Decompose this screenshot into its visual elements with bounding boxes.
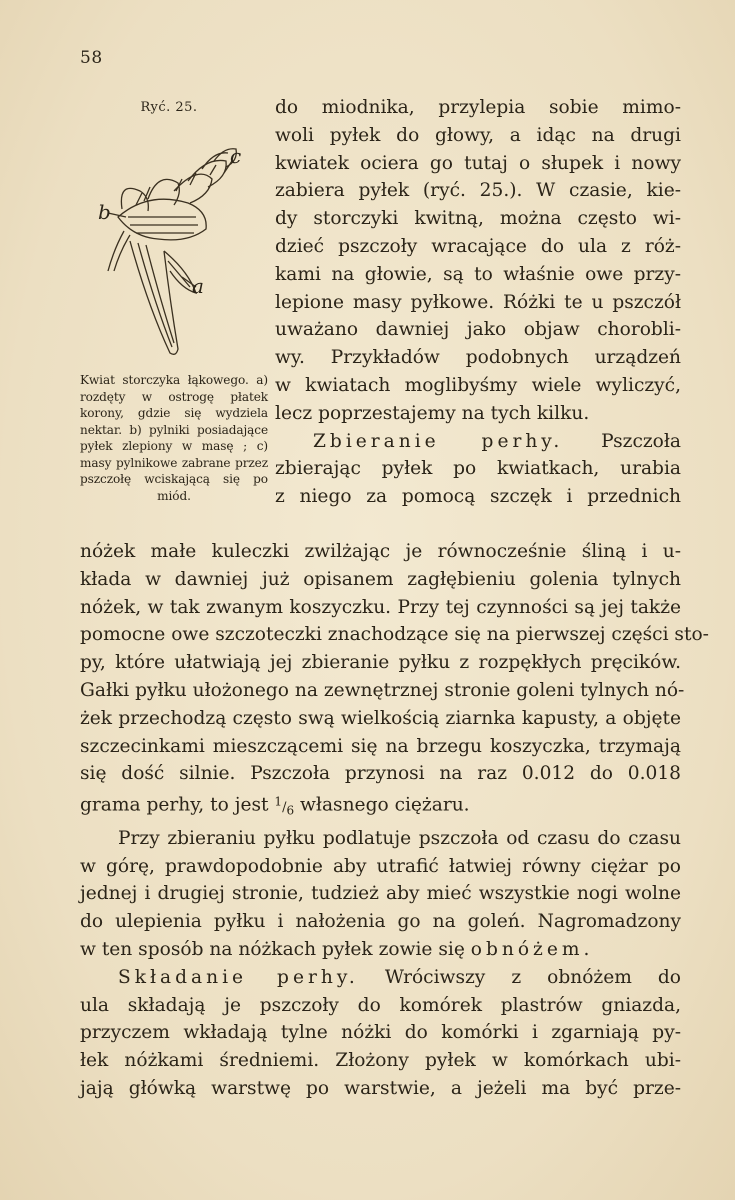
term-obnoze: obnóżem. xyxy=(470,939,594,961)
section-heading-zbieranie: Zbieranie perhy. xyxy=(313,430,564,452)
text-line: woli pyłek do głowy, a idąc na drugi xyxy=(275,124,681,146)
full-width-text xyxy=(80,538,709,1103)
text-line: przyczem wkładają tylne nóżki do komórki i zgarniają py- xyxy=(80,1022,681,1044)
text-line: łek nóżkami średniemi. Złożony pyłek w komórkach ubi- xyxy=(80,1050,681,1072)
text-line: py, które ułatwiają jej zbieranie pyłku z rozpękłych pręcików. xyxy=(80,652,681,674)
text-line: się dość silnie. Pszczoła przynosi na raz 0.012 do 0.018 xyxy=(80,763,681,785)
text-line: jają główką warstwę po warstwie, a jeżeli ma być prze- xyxy=(80,1078,681,1100)
section-heading-skladanie: Składanie perhy. xyxy=(118,966,359,988)
right-column-text xyxy=(275,94,681,511)
orchid-flower-illustration xyxy=(78,121,268,361)
fraction-numerator: 1 xyxy=(274,794,283,809)
text-fragment: Pszczoła xyxy=(601,430,681,452)
text-line: nóżek małe kuleczki zwilżając je równocześnie śliną i u- xyxy=(80,541,681,562)
text-line: lepione masy pyłkowe. Różki te u pszczół xyxy=(275,291,681,313)
text-line: w kwiatach moglibyśmy wiele wyliczyć, xyxy=(275,374,681,396)
fraction-one-sixth: $^1/_6$ xyxy=(274,794,295,818)
fraction-denominator: 6 xyxy=(286,803,295,818)
page-number: 58 xyxy=(80,48,103,68)
text-line: wy. Przykładów podobnych urządzeń xyxy=(275,347,681,369)
text-line: Przy zbieraniu pyłku podlatuje pszczoła od czasu do czasu xyxy=(118,827,681,849)
text-line: nóżek, w tak zwanym koszyczku. Przy tej czynności są jej także xyxy=(80,596,681,618)
figure-25 xyxy=(78,100,270,361)
figure-letter-a: a xyxy=(192,274,204,298)
figure-label: Ryć. 25. xyxy=(140,100,198,115)
text-line: kłada w dawniej już opisanem zagłębieniu golenia tylnych xyxy=(80,568,681,590)
text-line: do miodnika, przylepia sobie mimo- xyxy=(275,97,681,118)
figure-caption: Kwiat storczyka łąkowego. a) rozdęty w ostrogę płatek korony, gdzie się wydziela nektar. b) pylniki posiadające pyłek zlepiony w masę ; c) masy pylnikowe zabrane przez pszczołę wciskającą się po miód. xyxy=(80,373,268,503)
text-line-fraction xyxy=(80,788,681,825)
text-line: jednej i drugiej stronie, tudzież aby mieć wszystkie nogi wolne xyxy=(80,883,681,905)
text-fragment: Wróciwszy z obnóżem do xyxy=(384,966,681,988)
text-line: dy storczyki kwitną, można często wi- xyxy=(275,208,681,230)
text-line: ula składają je pszczoły do komórek plastrów gniazda, xyxy=(80,994,681,1016)
text-line: kami na głowie, są to właśnie owe przy- xyxy=(275,263,681,285)
text-line-term xyxy=(80,936,681,964)
text-line: uważano dawniej jako objaw chorobli- xyxy=(275,319,681,341)
text-line: pomocne owe szczoteczki znachodzące się na pierwszej części sto- xyxy=(80,624,709,646)
text-line: żek przechodzą często swą wielkością ziarnka kapusty, a objęte xyxy=(80,707,681,729)
text-fragment: grama perhy, to jest xyxy=(80,794,269,816)
section-heading-line xyxy=(275,428,681,456)
text-line: do ulepienia pyłku i nałożenia go na goleń. Nagromadzony xyxy=(80,911,681,933)
text-line: szczecinkami mieszczącemi się na brzegu koszyczka, trzymają xyxy=(80,735,681,757)
text-line: w górę, prawdopodobnie aby utrafić łatwiej równy ciężar po xyxy=(80,855,681,877)
figure-letter-c: c xyxy=(230,144,242,168)
text-line: z niego za pomocą szczęk i przednich xyxy=(275,486,681,508)
text-line: kwiatek ociera go tutaj o słupek i nowy xyxy=(275,152,681,174)
text-fragment: w ten sposób na nóżkach pyłek zowie się xyxy=(80,939,465,961)
text-line: Gałki pyłku ułożonego na zewnętrznej stronie goleni tylnych nó- xyxy=(80,679,685,701)
text-line: zbierając pyłek po kwiatkach, urabia xyxy=(275,458,681,480)
text-line: zabiera pyłek (ryć. 25.). W czasie, kie- xyxy=(275,180,681,202)
section-heading-line xyxy=(80,964,681,992)
text-line: dzieć pszczoły wracające do ula z róż- xyxy=(275,235,681,257)
figure-letter-b: b xyxy=(98,200,111,224)
text-fragment: własnego ciężaru. xyxy=(300,794,470,816)
text-line: lecz poprzestajemy na tych kilku. xyxy=(275,402,590,424)
